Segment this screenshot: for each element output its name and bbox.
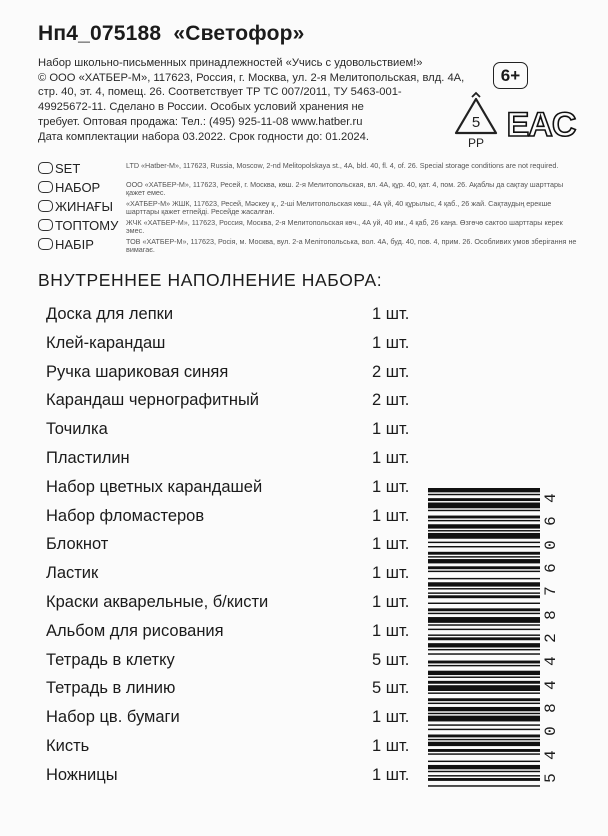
barcode-bar (428, 488, 540, 492)
item-qty: 1 шт. (372, 333, 410, 352)
description-line: стр. 40, эт. 4, помещ. 26. Соответствует ТР ТС 007/2011, ТУ 5463-001- (38, 86, 402, 99)
barcode-bar (428, 775, 540, 776)
language-row (38, 198, 578, 217)
item-qty: 1 шт. (372, 305, 410, 323)
barcode-bar (428, 739, 540, 740)
item-qty: 5 шт. (372, 679, 410, 698)
eac-mark-text: EAC (506, 106, 576, 144)
multilingual-block (38, 160, 578, 255)
item-qty: 1 шт. (372, 448, 410, 467)
language-row (38, 160, 578, 179)
language-label: НАБІР (38, 237, 120, 252)
language-text: LTD «Hatber-M», 117623, Russia, Moscow, 2-nd Melitopolskaya st., 4A, bld. 40, fl. 4, of. 26. Special storage conditions are not required. (126, 161, 559, 170)
item-qty: 1 шт. (372, 736, 410, 755)
recycle-icon (452, 93, 500, 149)
contents-heading: ВНУТРЕННЕЕ НАПОЛНЕНИЕ НАБОРА: (38, 270, 383, 290)
barcode-bar (428, 681, 540, 684)
item-name: Точилка (46, 420, 108, 439)
language-text: ЖЧК «ХАТБЕР-М», 117623, Россия, Москва, 2-я Мелитопольская көч., 4А уй, 40 им., 4 қаб, 26 каңа. Өзгөчө сактоо шарттары керек эмес. (126, 218, 563, 236)
item-name: Ножницы (46, 765, 118, 784)
barcode-bar (428, 617, 540, 623)
language-label: ЖИНАҒЫ (38, 199, 120, 214)
barcode-bar (428, 771, 540, 772)
description-line: требует. Оптовая продажа: Тел.: (495) 925-11-08 www.hatber.ru (38, 115, 363, 128)
language-label: SET (38, 161, 120, 176)
barcode-bar (428, 588, 540, 589)
recycle-code: PP (467, 136, 485, 150)
barcode-bar (428, 761, 540, 762)
language-row (38, 236, 578, 255)
barcode-bar (428, 703, 540, 704)
barcode-bar (428, 661, 540, 664)
barcode-bar (428, 559, 540, 563)
item-qty: 1 шт. (372, 535, 410, 554)
language-text: «ХАТБЕР-М» ЖШК, 117623, Ресей, Мәскеу қ., 2-ші Мелитопольская көш., 4А үй, 40 құрылыс, 4 қаб., 26 жай. Сақтаудың ерекше шарттары қажет етпейді. Ресейде жасалған. (126, 199, 552, 217)
item-qty: 1 шт. (372, 506, 410, 525)
barcode-bar (428, 613, 540, 614)
barcode-bar (428, 603, 540, 604)
barcode-bar (428, 671, 540, 675)
item-name: Кисть (46, 736, 90, 755)
barcode-bar (428, 665, 540, 666)
barcode-bar (428, 595, 540, 598)
barcode-digit: 5 (542, 773, 560, 783)
barcode-bar (428, 498, 540, 501)
barcode-bar (428, 643, 540, 647)
barcode-bar (428, 510, 540, 511)
barcode-digit: 8 (542, 609, 560, 620)
barcode-bar (428, 742, 540, 746)
barcode-bar (428, 716, 540, 722)
barcode-bar (428, 582, 540, 586)
item-qty: 2 шт. (372, 362, 410, 381)
barcode-bar (428, 724, 540, 725)
item-qty: 1 шт. (372, 765, 410, 784)
description-line: Дата комплектации набора 03.2022. Срок годности до: 01.2024. (38, 130, 369, 143)
barcode-bar (428, 649, 540, 650)
item-name: Карандаш чернографитный (46, 391, 260, 410)
barcode-digit: 6 (542, 563, 560, 573)
item-name: Тетрадь в линию (46, 679, 176, 698)
item-name: Набор цв. бумаги (46, 708, 180, 727)
description-line: Набор школьно-письменных принадлежностей «Учись с удовольствием!» (38, 57, 423, 69)
item-name: Набор фломастеров (46, 506, 205, 525)
item-name: Альбом для рисования (46, 621, 224, 640)
barcode-bar (428, 542, 540, 543)
item-name: Ручка шариковая синяя (46, 362, 229, 381)
item-qty: 1 шт. (372, 708, 410, 727)
barcode-bar (428, 677, 540, 678)
barcode-digit: 0 (542, 726, 560, 737)
barcode-bar (428, 653, 540, 654)
barcode-bar (428, 556, 540, 557)
barcode-bar (428, 729, 540, 730)
barcode-digit: 6 (542, 516, 560, 527)
barcode-digit: 2 (542, 633, 560, 643)
item-qty: 1 шт. (372, 420, 410, 439)
language-text: ТОВ «ХАТБЕР-М», 117623, Росія, м. Москва, вул. 2-а Мелітопольська, вол. 4А, буд. 40, пов. 4, прим. 26. Особливих умов зберігання не вимагає. (126, 237, 577, 255)
barcode-digit: 0 (542, 539, 560, 550)
barcode-bar (428, 778, 540, 781)
barcode-bar (428, 785, 540, 786)
item-name: Пластилин (46, 448, 130, 467)
language-row (38, 217, 578, 236)
barcode-bar (428, 516, 540, 519)
item-qty: 1 шт. (372, 564, 410, 583)
item-name: Клей-карандаш (46, 333, 166, 352)
barcode-bar (428, 503, 540, 509)
item-name: Краски акварельные, б/кисти (46, 592, 269, 611)
item-name: Доска для лепки (46, 305, 174, 323)
recycle-number: 5 (471, 114, 481, 131)
barcode-bar (428, 749, 540, 752)
barcode-bar (428, 629, 540, 630)
barcode-bar (428, 608, 540, 611)
product-description (38, 56, 488, 144)
item-qty: 1 шт. (372, 621, 410, 640)
barcode-bar (428, 571, 540, 572)
barcode-bar (428, 634, 540, 635)
barcode-bar (428, 546, 540, 547)
language-label: ТОПТОМУ (38, 218, 120, 233)
barcode-bar (428, 566, 540, 569)
language-text: ООО «ХАТБЕР-М», 117623, Ресей, г. Москва, көш. 2-я Мелитопольская, вл. 4А, құр. 40, қат. 4, пом. 26. Ақаблы да сақтау шарттары қажет емес. (126, 180, 564, 198)
item-qty: 1 шт. (372, 477, 410, 496)
product-title: Нп4_075188 «Светофор» (38, 22, 305, 45)
barcode-bar (428, 524, 540, 528)
barcode-bar (428, 753, 540, 754)
item-name: Блокнот (46, 535, 109, 554)
barcode-digit: 7 (542, 586, 560, 597)
eac-mark-icon (506, 102, 576, 144)
barcode-digit: 4 (542, 493, 560, 503)
barcode-digits (540, 488, 562, 788)
barcode-bar (428, 552, 540, 555)
barcode-digit: 4 (542, 749, 560, 760)
item-qty: 2 шт. (372, 391, 410, 410)
barcode-bar (428, 578, 540, 579)
age-rating-badge: 6+ (493, 62, 528, 89)
barcode-bar (428, 698, 540, 701)
description-line: © ООО «ХАТБЕР-М», 117623, Россия, г. Москва, ул. 2-я Мелитопольская, влд. 4А, (38, 71, 465, 84)
barcode-bar (428, 533, 540, 539)
barcode-bar (428, 685, 540, 691)
barcode-bar (428, 530, 540, 531)
item-qty: 5 шт. (372, 650, 410, 669)
barcode-bar (428, 637, 540, 640)
barcode-bar (428, 707, 540, 711)
barcode-digit: 4 (542, 656, 560, 667)
barcode-bar (428, 624, 540, 625)
language-label: НАБОР (38, 180, 120, 195)
item-name: Тетрадь в клетку (46, 650, 175, 669)
item-name: Ластик (46, 564, 99, 583)
barcode (428, 488, 540, 788)
description-line: 49925672-11. Сделано в России. Особых условий хранения не (38, 101, 364, 114)
barcode-digit: 8 (542, 703, 560, 713)
barcode-bar (428, 713, 540, 714)
item-qty: 1 шт. (372, 592, 410, 611)
barcode-bar (428, 592, 540, 593)
barcode-bar (428, 735, 540, 738)
language-row (38, 179, 578, 198)
item-name: Набор цветных карандашей (46, 477, 263, 496)
barcode-digit: 4 (542, 679, 560, 690)
barcode-bar (428, 520, 540, 521)
barcode-bar (428, 692, 540, 693)
barcode-bar (428, 494, 540, 495)
barcode-bar (428, 765, 540, 769)
